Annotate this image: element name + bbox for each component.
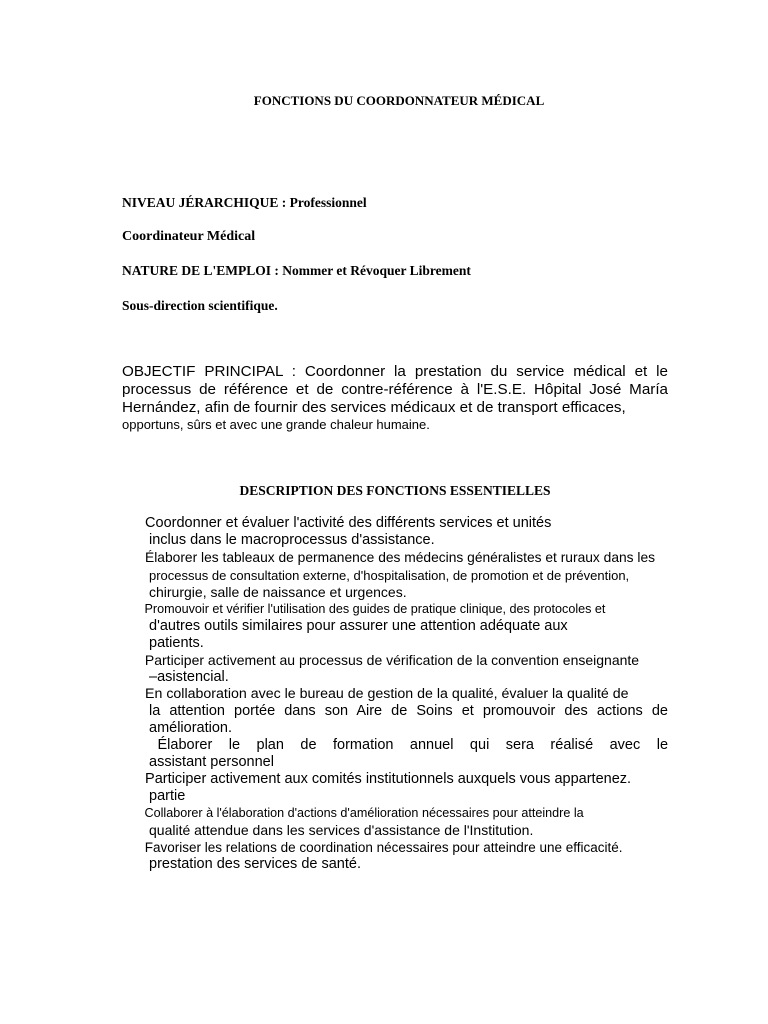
hierarchy-level: NIVEAU JÉRARCHIQUE : Professionnel [122,195,367,210]
function-item [128,601,668,652]
function-text: chirurgie, salle de naissance et urgences. [149,584,407,600]
function-text: prestation des services de santé. [149,856,361,872]
function-text: inclus dans le macroprocessus d'assistance. [149,532,435,548]
function-text: Coordonner et évaluer l'activité des différents services et unités [145,515,552,531]
function-item [128,839,668,873]
objective-line: opportuns, sûrs et avec une grande chaleur humaine. [122,417,430,432]
function-text: –asistencial. [149,669,229,685]
function-text: d'autres outils similaires pour assurer une attention adéquate aux [149,618,568,634]
function-item [128,686,668,737]
function-text: la attention portée dans son Aire de Soins et promouvoir des actions de [149,703,668,719]
function-item [128,771,668,805]
objective-line: Hernández, afin de fournir des services médicaux et de transport efficaces, [122,399,626,416]
function-text: assistant personnel [149,754,274,770]
function-item [128,549,668,601]
function-text: Élaborer le plan de formation annuel qui sera réalisé avec le [157,737,669,753]
document-title: FONCTIONS DU COORDONNATEUR MÉDICAL [253,93,545,108]
function-text: En collaboration avec le bureau de gestion de la qualité, évaluer la qualité de [145,686,629,702]
function-text: Collaborer à l'élaboration d'actions d'amélioration nécessaires pour atteindre la [144,806,584,820]
employment-nature: NATURE DE L'EMPLOI : Nommer et Révoquer Librement [122,263,471,278]
job-title: Coordinateur Médical [122,229,256,244]
function-item [128,737,668,771]
main-objective [122,363,668,433]
function-text: Participer activement aux comités institutionnels auxquels vous appartenez. [145,771,632,787]
function-text: Favoriser les relations de coordination nécessaires pour atteindre une efficacité. [144,840,623,855]
function-item [128,652,668,686]
objective-line: processus de référence et de contre-référence à l'E.S.E. Hôpital José María [122,381,668,398]
function-text: amélioration. [149,720,233,736]
objective-line: OBJECTIF PRINCIPAL : Coordonner la prestation du service médical et le [122,363,668,380]
function-text: Participer activement au processus de vérification de la convention enseignante [144,652,640,668]
function-item [128,515,668,549]
function-text: Élaborer les tableaux de permanence des médecins généralistes et ruraux dans les [145,550,656,565]
function-item [128,805,668,839]
department: Sous-direction scientifique. [122,298,278,313]
function-text: qualité attendue dans les services d'assistance de l'Institution. [149,822,534,838]
functions-list [128,515,668,873]
section-title: DESCRIPTION DES FONCTIONS ESSENTIELLES [239,483,551,498]
function-text: processus de consultation externe, d'hospitalisation, de promotion et de prévention, [149,568,630,583]
function-text: Promouvoir et vérifier l'utilisation des guides de pratique clinique, des protocoles et [144,602,606,616]
function-text: patients. [149,635,204,651]
function-text: partie [149,788,186,804]
